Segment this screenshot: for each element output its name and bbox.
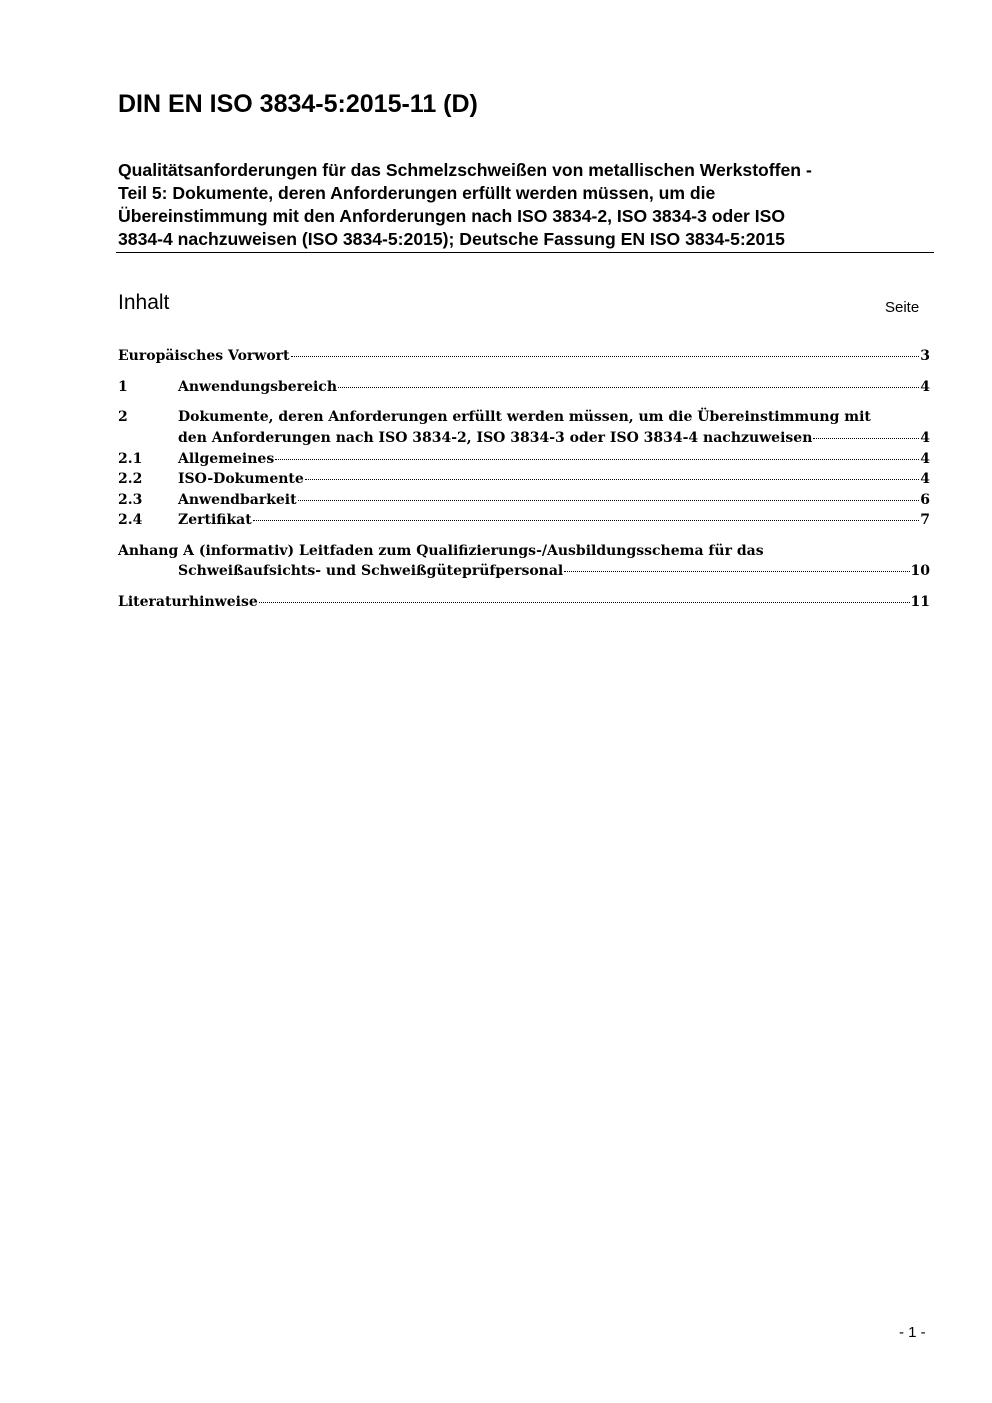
toc-entry-anhang-a-line2[interactable] [118, 563, 930, 583]
document-subtitle [118, 159, 933, 251]
toc-leader [564, 571, 909, 572]
toc-entry-number: 2 [118, 409, 128, 425]
toc-leader [813, 438, 919, 439]
toc-entry-2-1[interactable] [118, 451, 930, 471]
toc-entry-literaturhinweise[interactable] [118, 594, 930, 614]
toc-entry-page: 4 [920, 379, 930, 395]
toc-entry-anhang-a-line1[interactable] [118, 543, 930, 563]
toc-entry-page: 4 [920, 471, 930, 487]
toc-entry-title: Anwendungsbereich [178, 379, 337, 395]
toc-entry-page: 4 [920, 430, 930, 446]
toc-leader [291, 356, 920, 357]
toc-entry-title: Allgemeines [178, 451, 275, 467]
toc-entry-page: 7 [920, 512, 930, 528]
toc-entry-page: 11 [910, 594, 930, 610]
toc-entry-1[interactable] [118, 379, 930, 399]
toc-entry-title-continued: den Anforderungen nach ISO 3834-2, ISO 3834-3 oder ISO 3834-4 nachzuweisen [178, 430, 813, 446]
toc-entry-page: 3 [920, 348, 930, 364]
toc-entry-2-line2[interactable] [118, 430, 930, 450]
toc-entry-vorwort[interactable] [118, 348, 930, 368]
toc-entry-page: 4 [920, 451, 930, 467]
toc-entry-number: 2.4 [118, 512, 143, 528]
page-number: - 1 - [899, 1324, 926, 1341]
toc-entry-2-line1[interactable] [118, 409, 930, 429]
toc-entry-2-2[interactable] [118, 471, 930, 491]
toc-leader [275, 459, 919, 460]
toc-entry-title: Anwendbarkeit [178, 492, 297, 508]
toc-entry-title-continued: Schweißaufsichts- und Schweißgüteprüfpersonal [178, 563, 564, 579]
toc-entry-page: 10 [910, 563, 930, 579]
document-title: DIN EN ISO 3834-5:2015-11 (D) [118, 90, 478, 118]
toc-entry-title: Europäisches Vorwort [118, 348, 290, 364]
toc-entry-title: ISO-Dokumente [178, 471, 304, 487]
toc-entry-number: 1 [118, 379, 128, 395]
toc-entry-title: Dokumente, deren Anforderungen erfüllt werden müssen, um die Übereinstimmung mit [178, 409, 871, 425]
toc-heading: Inhalt [118, 291, 170, 314]
subtitle-line: Übereinstimmung mit den Anforderungen nach ISO 3834-2, ISO 3834-3 oder ISO [118, 206, 786, 226]
subtitle-line: 3834-4 nachzuweisen (ISO 3834-5:2015); Deutsche Fassung EN ISO 3834-5:2015 [118, 229, 785, 249]
toc-entry-title: Literaturhinweise [118, 594, 258, 610]
toc-leader [305, 479, 919, 480]
toc-entry-number: 2.3 [118, 492, 143, 508]
toc-entry-2-3[interactable] [118, 492, 930, 512]
title-divider [116, 252, 934, 253]
toc-leader [338, 387, 919, 388]
toc-entry-title: Anhang A (informativ) Leitfaden zum Qualifizierungs-/Ausbildungsschema für das [118, 543, 764, 559]
toc-leader [259, 602, 910, 603]
toc-entry-page: 6 [920, 492, 930, 508]
subtitle-line: Teil 5: Dokumente, deren Anforderungen erfüllt werden müssen, um die [118, 183, 716, 203]
toc-entry-number: 2.2 [118, 471, 143, 487]
subtitle-line: Qualitätsanforderungen für das Schmelzschweißen von metallischen Werkstoffen - [118, 160, 812, 180]
toc-entry-title: Zertifikat [178, 512, 252, 528]
toc-entry-number: 2.1 [118, 451, 143, 467]
toc-entry-2-4[interactable] [118, 512, 930, 532]
toc-leader [253, 520, 920, 521]
toc-page-column-label: Seite [885, 299, 920, 316]
toc-leader [298, 500, 920, 501]
